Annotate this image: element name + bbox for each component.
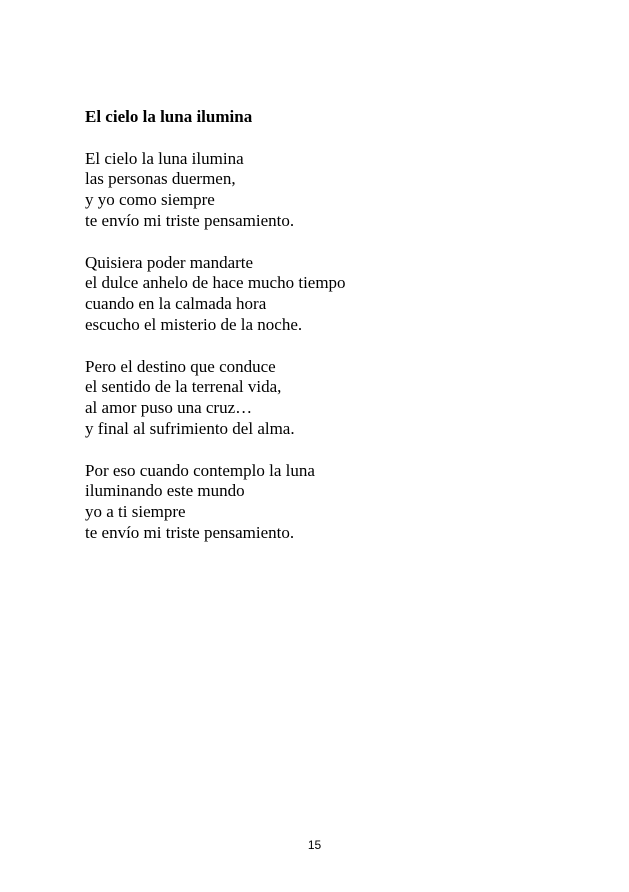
verse-line: el sentido de la terrenal vida, (85, 377, 282, 397)
verse-line: te envío mi triste pensamiento. (85, 522, 295, 542)
verse-line: yo a ti siempre (85, 502, 186, 522)
verse-line: escucho el misterio de la noche. (85, 314, 303, 334)
verse-line: las personas duermen, (85, 169, 236, 189)
stanza-1 (85, 149, 585, 232)
verse-line: Pero el destino que conduce (85, 356, 276, 376)
verse-line: cuando en la calmada hora (85, 294, 267, 314)
poem (85, 107, 585, 544)
verse-line: el dulce anhelo de hace mucho tiempo (85, 273, 346, 293)
poem-title: El cielo la luna ilumina (85, 107, 253, 126)
verse-line: El cielo la luna ilumina (85, 148, 244, 168)
verse-line: te envío mi triste pensamiento. (85, 210, 295, 230)
verse-line: al amor puso una cruz… (85, 398, 253, 418)
page-number: 15 (307, 838, 322, 852)
verse-line: Por eso cuando contemplo la luna (85, 460, 315, 480)
verse-line: y yo como siempre (85, 190, 215, 210)
verse-line: Quisiera poder mandarte (85, 252, 254, 272)
verse-line: y final al sufrimiento del alma. (85, 418, 295, 438)
stanza-2 (85, 253, 585, 336)
stanza-4 (85, 461, 585, 544)
verse-line: iluminando este mundo (85, 481, 245, 501)
stanza-3 (85, 357, 585, 440)
